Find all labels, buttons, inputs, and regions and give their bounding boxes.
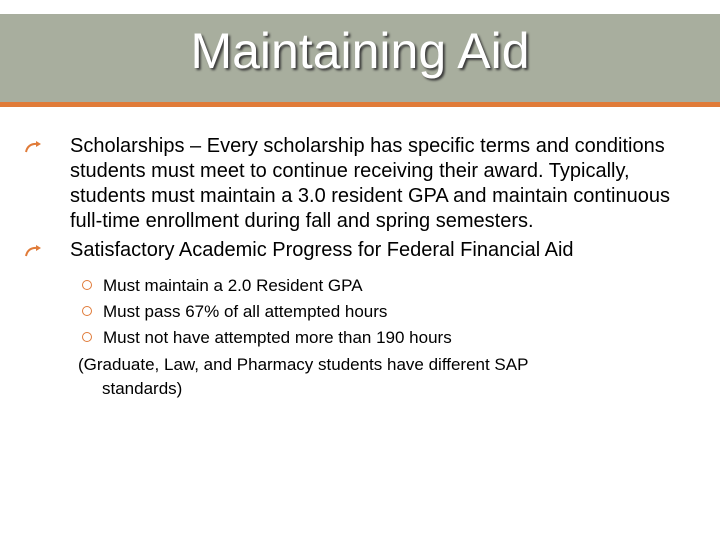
note-line-1: (Graduate, Law, and Pharmacy students have different SAP [78,355,529,374]
slide-title: Maintaining Aid [190,23,530,79]
bullet-sap [0,238,690,263]
curved-arrow-bullet-icon [24,244,46,258]
sub-bullet-hours-passed [0,299,720,325]
hollow-circle-bullet-icon [82,306,92,316]
slide-content [0,134,720,401]
bullet-text: Scholarships – Every scholarship has specific terms and conditions students must meet to continue receiving their award. Typically, students must maintain a 3.0 resident GPA and maintain continuous full-time enrollment during fall and spring semesters. [70,135,670,232]
note-line-2: standards) [102,379,183,398]
hollow-circle-bullet-icon [82,332,92,342]
sub-bullet-text: Must maintain a 2.0 Resident GPA [103,276,363,295]
sub-bullet-max-hours [0,325,720,351]
sub-bullet-gpa [0,273,720,299]
bullet-text: Satisfactory Academic Progress for Federal Financial Aid [70,239,574,261]
sap-note [0,353,638,401]
title-underline [0,102,720,107]
sub-bullet-text: Must pass 67% of all attempted hours [103,302,388,321]
curved-arrow-bullet-icon [24,140,46,154]
bullet-scholarships [0,134,690,234]
sub-bullet-text: Must not have attempted more than 190 hours [103,328,452,347]
hollow-circle-bullet-icon [82,280,92,290]
sap-requirements-list [0,273,720,351]
